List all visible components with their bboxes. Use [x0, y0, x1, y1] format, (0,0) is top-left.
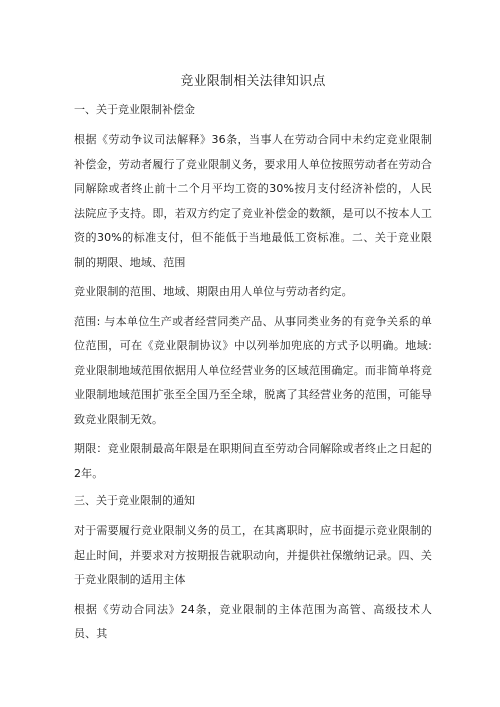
paragraph-scope-intro: 竞业限制的范围、地域、期限由用人单位与劳动者约定。 — [74, 285, 353, 298]
section-heading-notice: 三、关于竞业限制的通知 — [74, 494, 195, 507]
section-heading-compensation: 一、关于竞业限制补偿金 — [74, 103, 195, 116]
paragraph-subjects: 根据《劳动合同法》24条，竞业限制的主体范围为高管、高级技术人员、其 — [74, 602, 432, 640]
document-page — [74, 72, 432, 652]
document-title: 竞业限制相关法律知识点 — [180, 74, 326, 89]
paragraph-term: 期限：竞业限制最高年限是在职期间直至劳动合同解除或者终止之日起的2年。 — [74, 442, 432, 480]
paragraph-notice: 对于需要履行竞业限制义务的员工，在其离职时，应书面提示竞业限制的起止时间，并要求对方按期报告就职动向，并提供社保缴纳记录。四、关于竞业限制的适用主体 — [74, 524, 432, 586]
paragraph-scope-region: 范围: 与本单位生产或者经营同类产品、从事同类业务的有竞争关系的单位范围，可在《竞业限制协议》中以列举加兜底的方式予以明确。地域: 竞业限制地域范围依据用人单位经营业务的区域范围确定。而非简单将竞业限制地域范围扩张至全国乃至全球，脱离了其经营业务的范围，可能导致竞业限制无效。 — [74, 314, 432, 426]
paragraph-compensation: 根据《劳动争议司法解释》36条，当事人在劳动合同中未约定竞业限制补偿金，劳动者履行了竞业限制义务，要求用人单位按照劳动者在劳动合同解除或者终止前十二个月平均工资的30%按月支付经济补偿的，人民法院应予支持。即，若双方约定了竞业补偿金的数额，是可以不按本人工资的30%的标准支付，但不能低于当地最低工资标准。二、关于竞业限制的期限、地域、范围 — [74, 133, 432, 269]
